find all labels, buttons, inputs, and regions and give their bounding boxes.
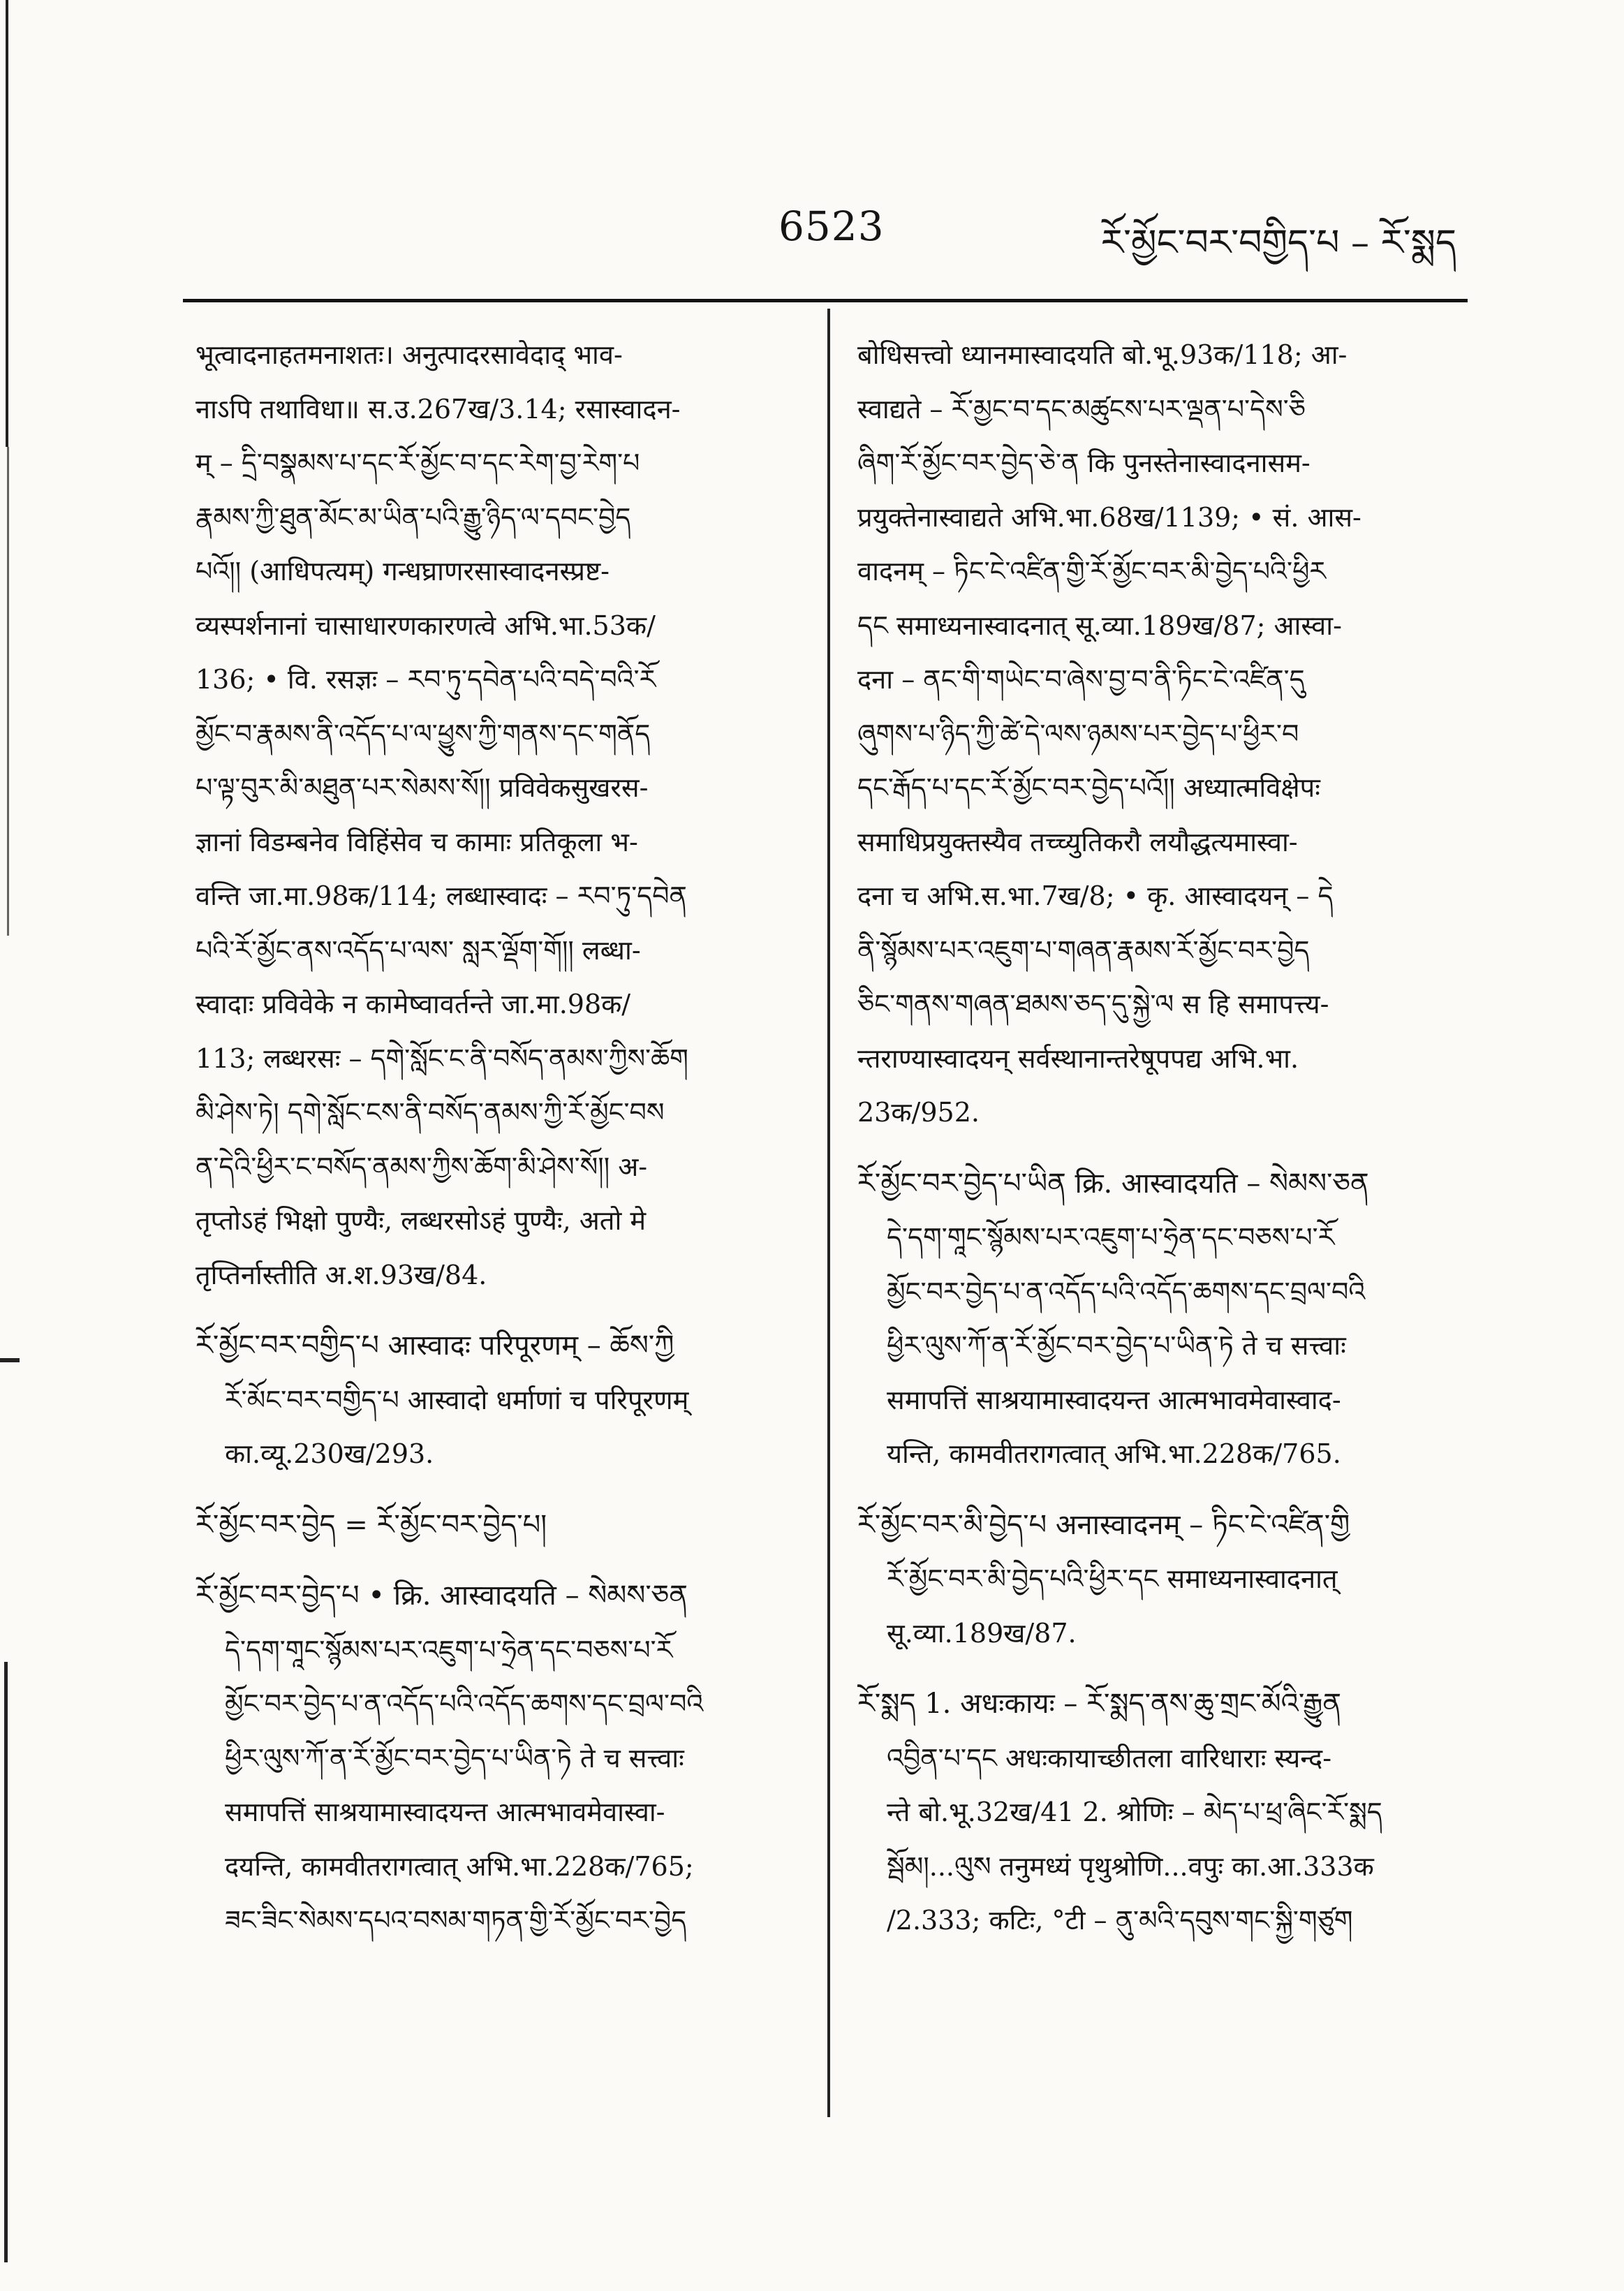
text-line: ནི་སྙོམས་པར་འཇུག་པ་གཞན་རྣམས་རོ་མྱོང་བར་བྱེད <box>857 934 1310 966</box>
text-line: མྱོང་བར་བྱེད་པ་ན་འདོད་པའི་འདོད་ཆགས་དང་བྲལ་བའི <box>225 1688 704 1719</box>
scan-edge-mark <box>0 1358 20 1362</box>
text-line: प्रयुक्तेनास्वाद्यते अभि.भा.68ख/1139; • सं. आस- <box>857 501 1361 533</box>
text-line: མི་ཤེས་ཏེ། དགེ་སློང་ངས་ནི་བསོད་ནམས་ཀྱི་རོ་མྱོང་བས <box>195 1097 665 1128</box>
entry-headword-line: རོ་མྱོང་བར་བྱེད་པ་ཡིན क्रि. आस्वादयति – སེམས་ཅན <box>857 1167 1369 1200</box>
text-line: རོ་མྱོང་བར་མི་བྱེད་པའི་ཕྱིར་དང समाध्यनास्वादनात् <box>887 1563 1338 1594</box>
running-head: རོ་མྱོང་བར་བགྱིད་པ – རོ་སྨད <box>1100 222 1456 264</box>
dictionary-entry <box>195 1319 806 1482</box>
scan-edge-mark <box>7 447 9 936</box>
scan-edge-mark <box>4 1662 8 2262</box>
dictionary-entry <box>195 1498 806 1553</box>
text-line: ཅིང་གནས་གཞན་ཐམས་ཅད་དུ་སྐྱེ་ལ स हि समापत्त्य- <box>857 989 1329 1019</box>
text-line: རོ་མོང་བར་བགྱིད་པ आस्वादो धर्माणां च परिपूरणम् <box>225 1384 689 1415</box>
text-line: बोधिसत्त्वो ध्यानमास्वादयति बो.भू.93क/118; आ- <box>857 339 1348 370</box>
text-line: དང་རྒོད་པ་དང་རོ་མྱོང་བར་བྱེད་པའོ།། अध्यात्मविक्षेपः <box>857 772 1320 803</box>
text-line: तृप्तिर्नास्तीति अ.श.93ख/84. <box>195 1259 487 1290</box>
text-line: མྱོང་བར་བྱེད་པ་ན་འདོད་པའི་འདོད་ཆགས་དང་བྲལ་བའི <box>887 1276 1366 1307</box>
text-line: པའི་རོ་མྱོང་ནས་འདོད་པ་ལས་ སླར་ལྡོག་གོ།། लब्धा- <box>195 934 641 966</box>
text-line: वादनम् – ཏིང་ངེ་འཛིན་གྱི་རོ་མྱོང་བར་མི་བྱེད་པའི་ཕྱིར <box>857 556 1327 587</box>
text-line: वन्ति जा.मा.98क/114; लब्धास्वादः – རབ་ཏུ་དབེན <box>195 881 687 911</box>
text-line: यन्ति, कामवीतरागत्वात् अभि.भा.228क/765. <box>887 1438 1341 1469</box>
text-line: 113; लब्धरसः – དགེ་སློང་ང་ནི་བསོད་ནམས་ཀྱིས་ཆོག <box>195 1043 688 1074</box>
text-line: འབྱིན་པ་དང अधःकायाच्छीतला वारिधाराः स्यन्द- <box>887 1742 1332 1774</box>
left-column <box>195 328 806 1948</box>
text-line: པའོ།། (आधिपत्यम्) गन्धघ्राणरसास्वादनस्प्रष्ट- <box>195 556 610 587</box>
text-line: दना – ནང་གི་གཡེང་བ་ཞེས་བྱ་བ་ནི་ཏིང་ངེ་འཛིན་དུ <box>857 664 1305 695</box>
entry-headword-line: རོ་མྱོང་བར་བྱེད་པ • क्रि. आस्वादयति – སེམས་ཅན <box>195 1579 688 1612</box>
text-line: ཕྱིར་ལུས་ཀོ་ན་རོ་མྱོང་བར་བྱེད་པ་ཡིན་ཏེ ते च सत्त्वाः <box>225 1742 684 1774</box>
text-line: समापत्तिं साश्रयामास्वादयन्त आत्मभावमेवास्वा- <box>225 1797 665 1827</box>
text-line: 23क/952. <box>857 1097 980 1128</box>
text-line: स्वादाः प्रविवेके न कामेष्वावर्तन्ते जा.मा.98क/ <box>195 989 631 1019</box>
text-line: भूत्वादनाहतमनाशतः। अनुत्पादरसावेदाद् भाव- <box>195 339 623 370</box>
entry-headword-line: རོ་མྱོང་བར་བགྱིད་པ आस्वादः परिपूरणम् – ཆོས་ཀྱི <box>195 1329 674 1362</box>
text-line: दयन्ति, कामवीतरागत्वात् अभि.भा.228क/765; <box>225 1850 694 1882</box>
page-number: 6523 <box>778 202 885 250</box>
dictionary-entry <box>195 1569 806 1948</box>
text-line: 136; • वि. रसज्ञः – རབ་ཏུ་དབེན་པའི་བདེ་བའི་རོ <box>195 664 656 695</box>
text-line: सू.व्या.189ख/87. <box>887 1617 1077 1649</box>
text-line: व्यस्पर्शनानां चासाधारणकारणत्वे अभि.भा.53क/ <box>195 610 656 641</box>
text-line: ज्ञानां विडम्बनेव विहिंसेव च कामाः प्रतिकूला भ- <box>195 826 638 857</box>
text-line: समापत्तिं साश्रयामास्वादयन्त आत्मभावमेवास्वाद- <box>887 1384 1341 1415</box>
text-line: स्वाद्यते – རོ་མྱང་བ་དང་མཚུངས་པར་ལྡན་པ་དེས་ཅི <box>857 393 1306 425</box>
scan-edge-mark <box>6 0 8 447</box>
text-line: /2.333; कटिः, °टी – ནུ་མའི་དབུས་གང་སྐྱི་གཙུག <box>887 1905 1353 1936</box>
right-column <box>857 328 1465 1948</box>
text-line: तृप्तोऽहं भिक्षो पुण्यैः, लब्धरसोऽहं पुण्यैः, अतो मे <box>195 1205 647 1236</box>
text-line: नाऽपि तथाविधा॥ स.उ.267ख/3.14; रसास्वादन- <box>195 393 681 425</box>
column-divider <box>827 309 830 2117</box>
entry-headword-line: རོ་མྱོང་བར་བྱེད = རོ་མྱོང་བར་བྱེད་པ། <box>195 1508 547 1541</box>
dictionary-entry <box>857 1677 1465 1948</box>
text-line: का.व्यू.230ख/293. <box>225 1438 434 1469</box>
text-line: མྱོང་བ་རྣམས་ནི་འདོད་པ་ལ་ཕྱུས་ཀྱི་གནས་དང་གནོད <box>195 718 651 749</box>
text-line: समाधिप्रयुक्तस्यैव तच्च्युतिकरौ लयौद्धत्यमास्वा- <box>857 826 1298 857</box>
text-line: ཞིག་རོ་མྱོང་བར་བྱེད་ཅེ་ན कि पुनस्तेनास्वादनासम- <box>857 448 1311 478</box>
entry-headword-line: རོ་མྱོང་བར་མི་བྱེད་པ अनास्वादनम् – ཏིང་ངེ་འཛིན་གྱི <box>857 1508 1350 1541</box>
text-line: སྦོམ།...ལུས तनुमध्यं पृथुश्रोणि...वपुः का.आ.333क <box>887 1850 1374 1882</box>
text-line: རྣམས་ཀྱི་ཐུན་མོང་མ་ཡིན་པའི་རྒྱུ་ཉིད་ལ་དབང་བྱེད <box>195 501 631 533</box>
entry-continuation <box>195 328 806 1302</box>
text-line: ན་དེའི་ཕྱིར་ང་བསོད་ནམས་ཀྱིས་ཆོག་མི་ཤེས་སོ།། अ- <box>195 1151 648 1182</box>
dictionary-entry <box>857 1498 1465 1661</box>
text-line: པ་ལྟ་བུར་མི་མཐུན་པར་སེམས་སོ།། प्रविवेकसुखरस- <box>195 772 649 803</box>
text-line: म् – དྲི་བསྣམས་པ་དང་རོ་མྱོང་བ་དང་རེག་བྱ་རེག་པ <box>195 448 640 478</box>
text-line: དེ་དག་གཱང་སྙོམས་པར་འཇུག་པ་ཧྲེན་དང་བཅས་པ་རོ <box>225 1634 673 1665</box>
text-line: ཞུགས་པ་ཉིད་ཀྱི་ཚེ་དེ་ལས་ཉམས་པར་བྱེད་པ་ཕྱིར་བ <box>857 718 1299 749</box>
dictionary-entry <box>857 1157 1465 1482</box>
text-line: न्तराण्यास्वादयन् सर्वस्थानान्तरेषूपपद्य अभि.भा. <box>857 1043 1299 1074</box>
header-rule <box>183 299 1468 302</box>
text-line: ཕྱིར་ལུས་ཀོ་ན་རོ་མྱོང་བར་བྱེད་པ་ཡིན་ཏེ ते च सत्त्वाः <box>887 1330 1346 1361</box>
entry-headword-line: རོ་སྨད 1. अधःकायः – རོ་སྨད་ནས་ཆུ་གྲང་མོའི་རྒྱུན <box>857 1688 1342 1720</box>
text-line: दना च अभि.स.भा.7ख/8; • कृ. आस्वादयन् – དེ <box>857 881 1334 911</box>
text-line: དེ་དག་གཱང་སྙོམས་པར་འཇུག་པ་ཧྲེན་དང་བཅས་པ་རོ <box>887 1222 1335 1253</box>
entry-continuation <box>857 328 1465 1140</box>
text-line: དང समाध्यनास्वादनात् सू.व्या.189ख/87; आस्वा- <box>857 610 1342 641</box>
text-line: न्ते बो.भू.32ख/41 2. श्रोणिः – མེད་པ་ཕྲ་ཞིང་རོ་སྨད <box>887 1797 1382 1827</box>
text-line: ཟང་ཟིང་སེམས་དཔའ་བསམ་གཏན་གྱི་རོ་མྱོང་བར་བྱེད <box>225 1905 687 1936</box>
